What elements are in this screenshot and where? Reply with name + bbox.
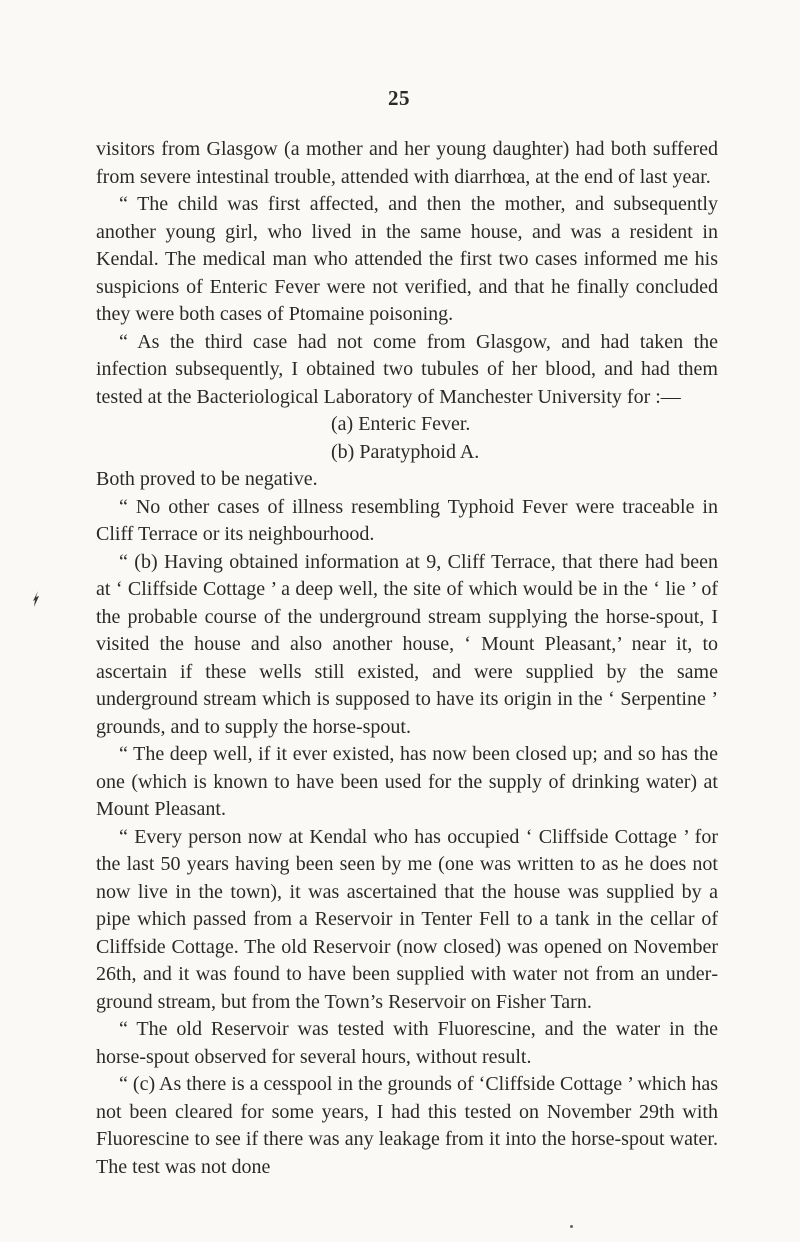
body-text: [96, 136, 718, 1181]
list-item-b: (b) Paratyphoid A.: [331, 440, 480, 463]
paragraph-1: visitors from Glasgow (a mother and her young daughter) had both suffered from severe intestinal trouble, attended with diarrhœa, at the end of last year.: [96, 138, 718, 188]
paragraph-10: “ (c) As there is a cesspool in the grounds of ‘Cliffside Cottage ’ which has not been cleared for some years, I had this tested on November 29th with Fluorescine to see if there was any leakage from it into the horse-spout water. The test was not done: [96, 1073, 718, 1178]
paragraph-9: “ The old Reservoir was tested with Fluorescine, and the water in the horse-spout observed for several hours, without result.: [96, 1018, 718, 1068]
page-number: 25: [388, 86, 410, 110]
paragraph-3: “ As the third case had not come from Glasgow, and had taken the infection subsequently, I obtained two tubules of her blood, and had them tested at the Bacteriological Laboratory of Manchester University for :—: [96, 330, 718, 408]
ink-mark: [32, 590, 41, 608]
paragraph-6: “ (b) Having obtained information at 9, Cliff Terrace, that there had been at ‘ Cliffside Cottage ’ a deep well, the site of which would be in the ‘ lie ’ of the probable course of the underground stream supplying the horse-spout, I visited the house and also another house, ‘ Mount Pleasant,’ near it, to ascertain if these wells still existed, and were supplied by the same underground stream which is supposed to have its origin in the ‘ Serpentine ’ grounds, and to supply the horse-spout.: [96, 550, 718, 738]
list-item-a: (a) Enteric Fever.: [331, 413, 471, 435]
paragraph-7: “ The deep well, if it ever existed, has now been closed up; and so has the one (which is known to have been used for the supply of drinking water) at Mount Pleasant.: [96, 743, 718, 820]
ink-dot: [570, 1225, 573, 1228]
paragraph-8: “ Every person now at Kendal who has occupied ‘ Cliffside Cottage ’ for the last 50 years having been seen by me (one was written to as he does not now live in the town), it was ascertained that the house was supplied by a pipe which passed from a Reservoir in Tenter Fell to a tank in the cellar of Cliffside Cottage. The old Reservoir (now closed) was opened on November 26th, and it was found to have been supplied with water not from an underground stream, but from the Town’s Reservoir on Fisher Tarn.: [96, 825, 718, 1013]
paragraph-5: “ No other cases of illness resembling Typhoid Fever were traceable in Cliff Terrace or its neighbourhood.: [96, 495, 718, 545]
paragraph-2: “ The child was first affected, and then the mother, and subsequently another young girl, who lived in the same house, and was a resident in Kendal. The medical man who attended the first two cases informed me his suspicions of Enteric Fever were not verified, and that he finally concluded they were both cases of Ptomaine poisoning.: [96, 193, 718, 325]
paragraph-4: Both proved to be negative.: [96, 468, 318, 490]
